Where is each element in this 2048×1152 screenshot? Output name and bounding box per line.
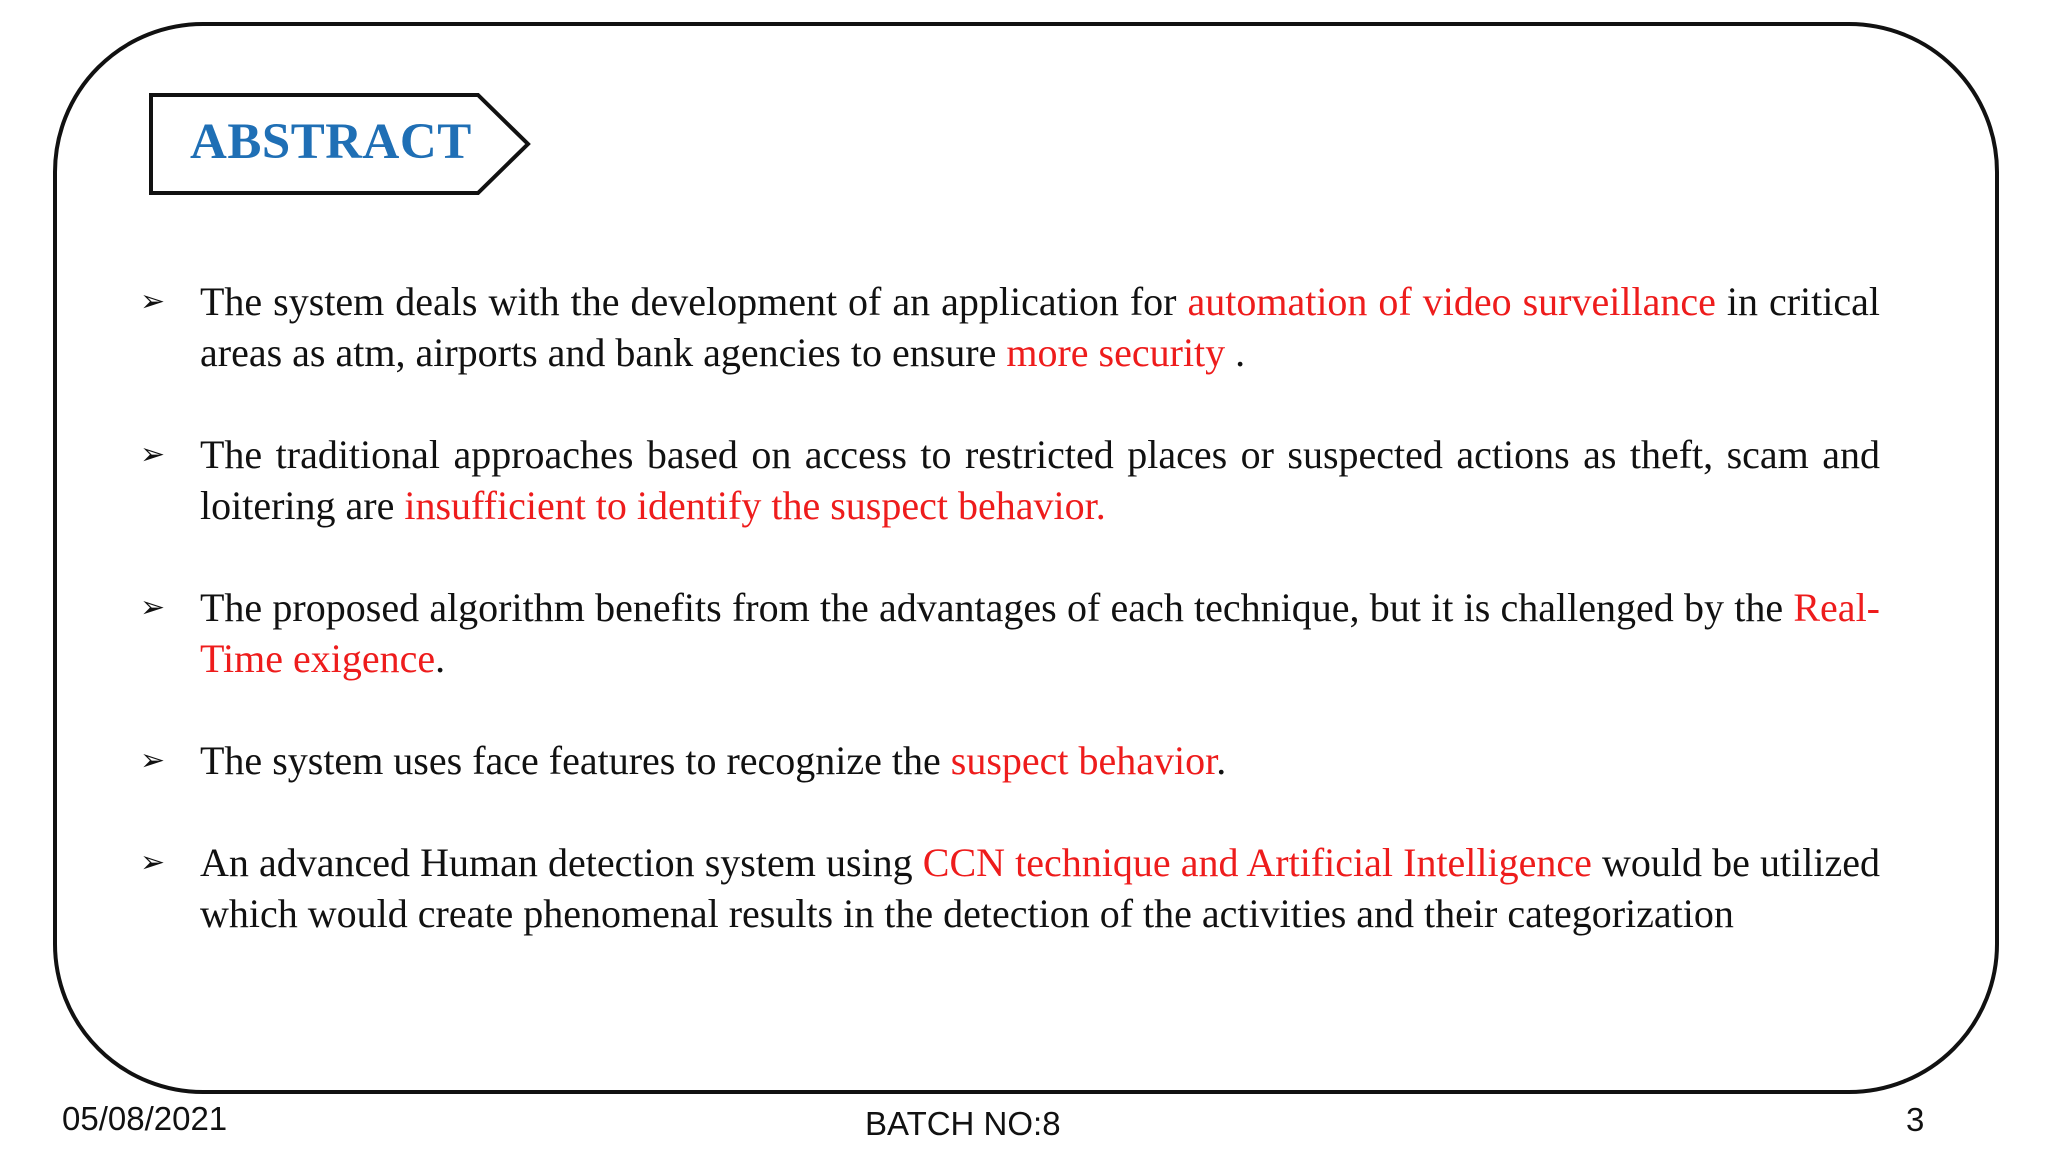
title-tag (148, 92, 532, 196)
bullet-text: would be utilized which would create phenomenal results in the detection of the activities and their categorization (200, 840, 1880, 936)
bullet-text: . (1216, 738, 1227, 783)
bullet-item (140, 837, 1880, 939)
arrowhead-bullet-icon: ➢ (140, 590, 166, 625)
highlighted-text: automation of video surveillance (1187, 279, 1716, 324)
arrowhead-bullet-icon: ➢ (140, 743, 166, 778)
bullet-text: The proposed algorithm benefits from the advantages of each technique, but it is challenged by the (200, 585, 1794, 630)
highlighted-text: CCN technique and Artificial Intelligence (922, 840, 1592, 885)
bullet-item (140, 582, 1880, 684)
arrowhead-bullet-icon: ➢ (140, 845, 166, 880)
bullet-item (140, 276, 1880, 378)
bullet-text: . (1225, 330, 1246, 375)
bullet-text: An advanced Human detection system using (200, 840, 923, 885)
highlighted-text: suspect behavior (950, 738, 1217, 783)
footer-date: 05/08/2021 (62, 1100, 228, 1137)
bullet-text: The traditional approaches based on access to restricted places or suspected actions as theft, scam and loitering are (200, 432, 1880, 528)
arrowhead-bullet-icon: ➢ (140, 284, 166, 319)
bullet-text: . (435, 636, 446, 681)
slide-title: ABSTRACT (190, 114, 472, 170)
bullet-list (140, 276, 1880, 990)
bullet-item (140, 429, 1880, 531)
footer-batch: BATCH NO:8 (865, 1105, 1061, 1142)
bullet-text: The system uses face features to recognize the (200, 738, 951, 783)
highlighted-text: more security (1006, 330, 1226, 375)
bullet-text: in critical areas as atm, airports and bank agencies to ensure (200, 279, 1881, 375)
highlighted-text: Real-Time exigence (200, 585, 1880, 681)
bullet-text: The system deals with the development of an application for (200, 279, 1188, 324)
page-number: 3 (1906, 1101, 1925, 1138)
bullet-item (140, 735, 1880, 786)
highlighted-text: insufficient to identify the suspect behavior. (404, 483, 1106, 528)
arrowhead-bullet-icon: ➢ (140, 437, 166, 472)
